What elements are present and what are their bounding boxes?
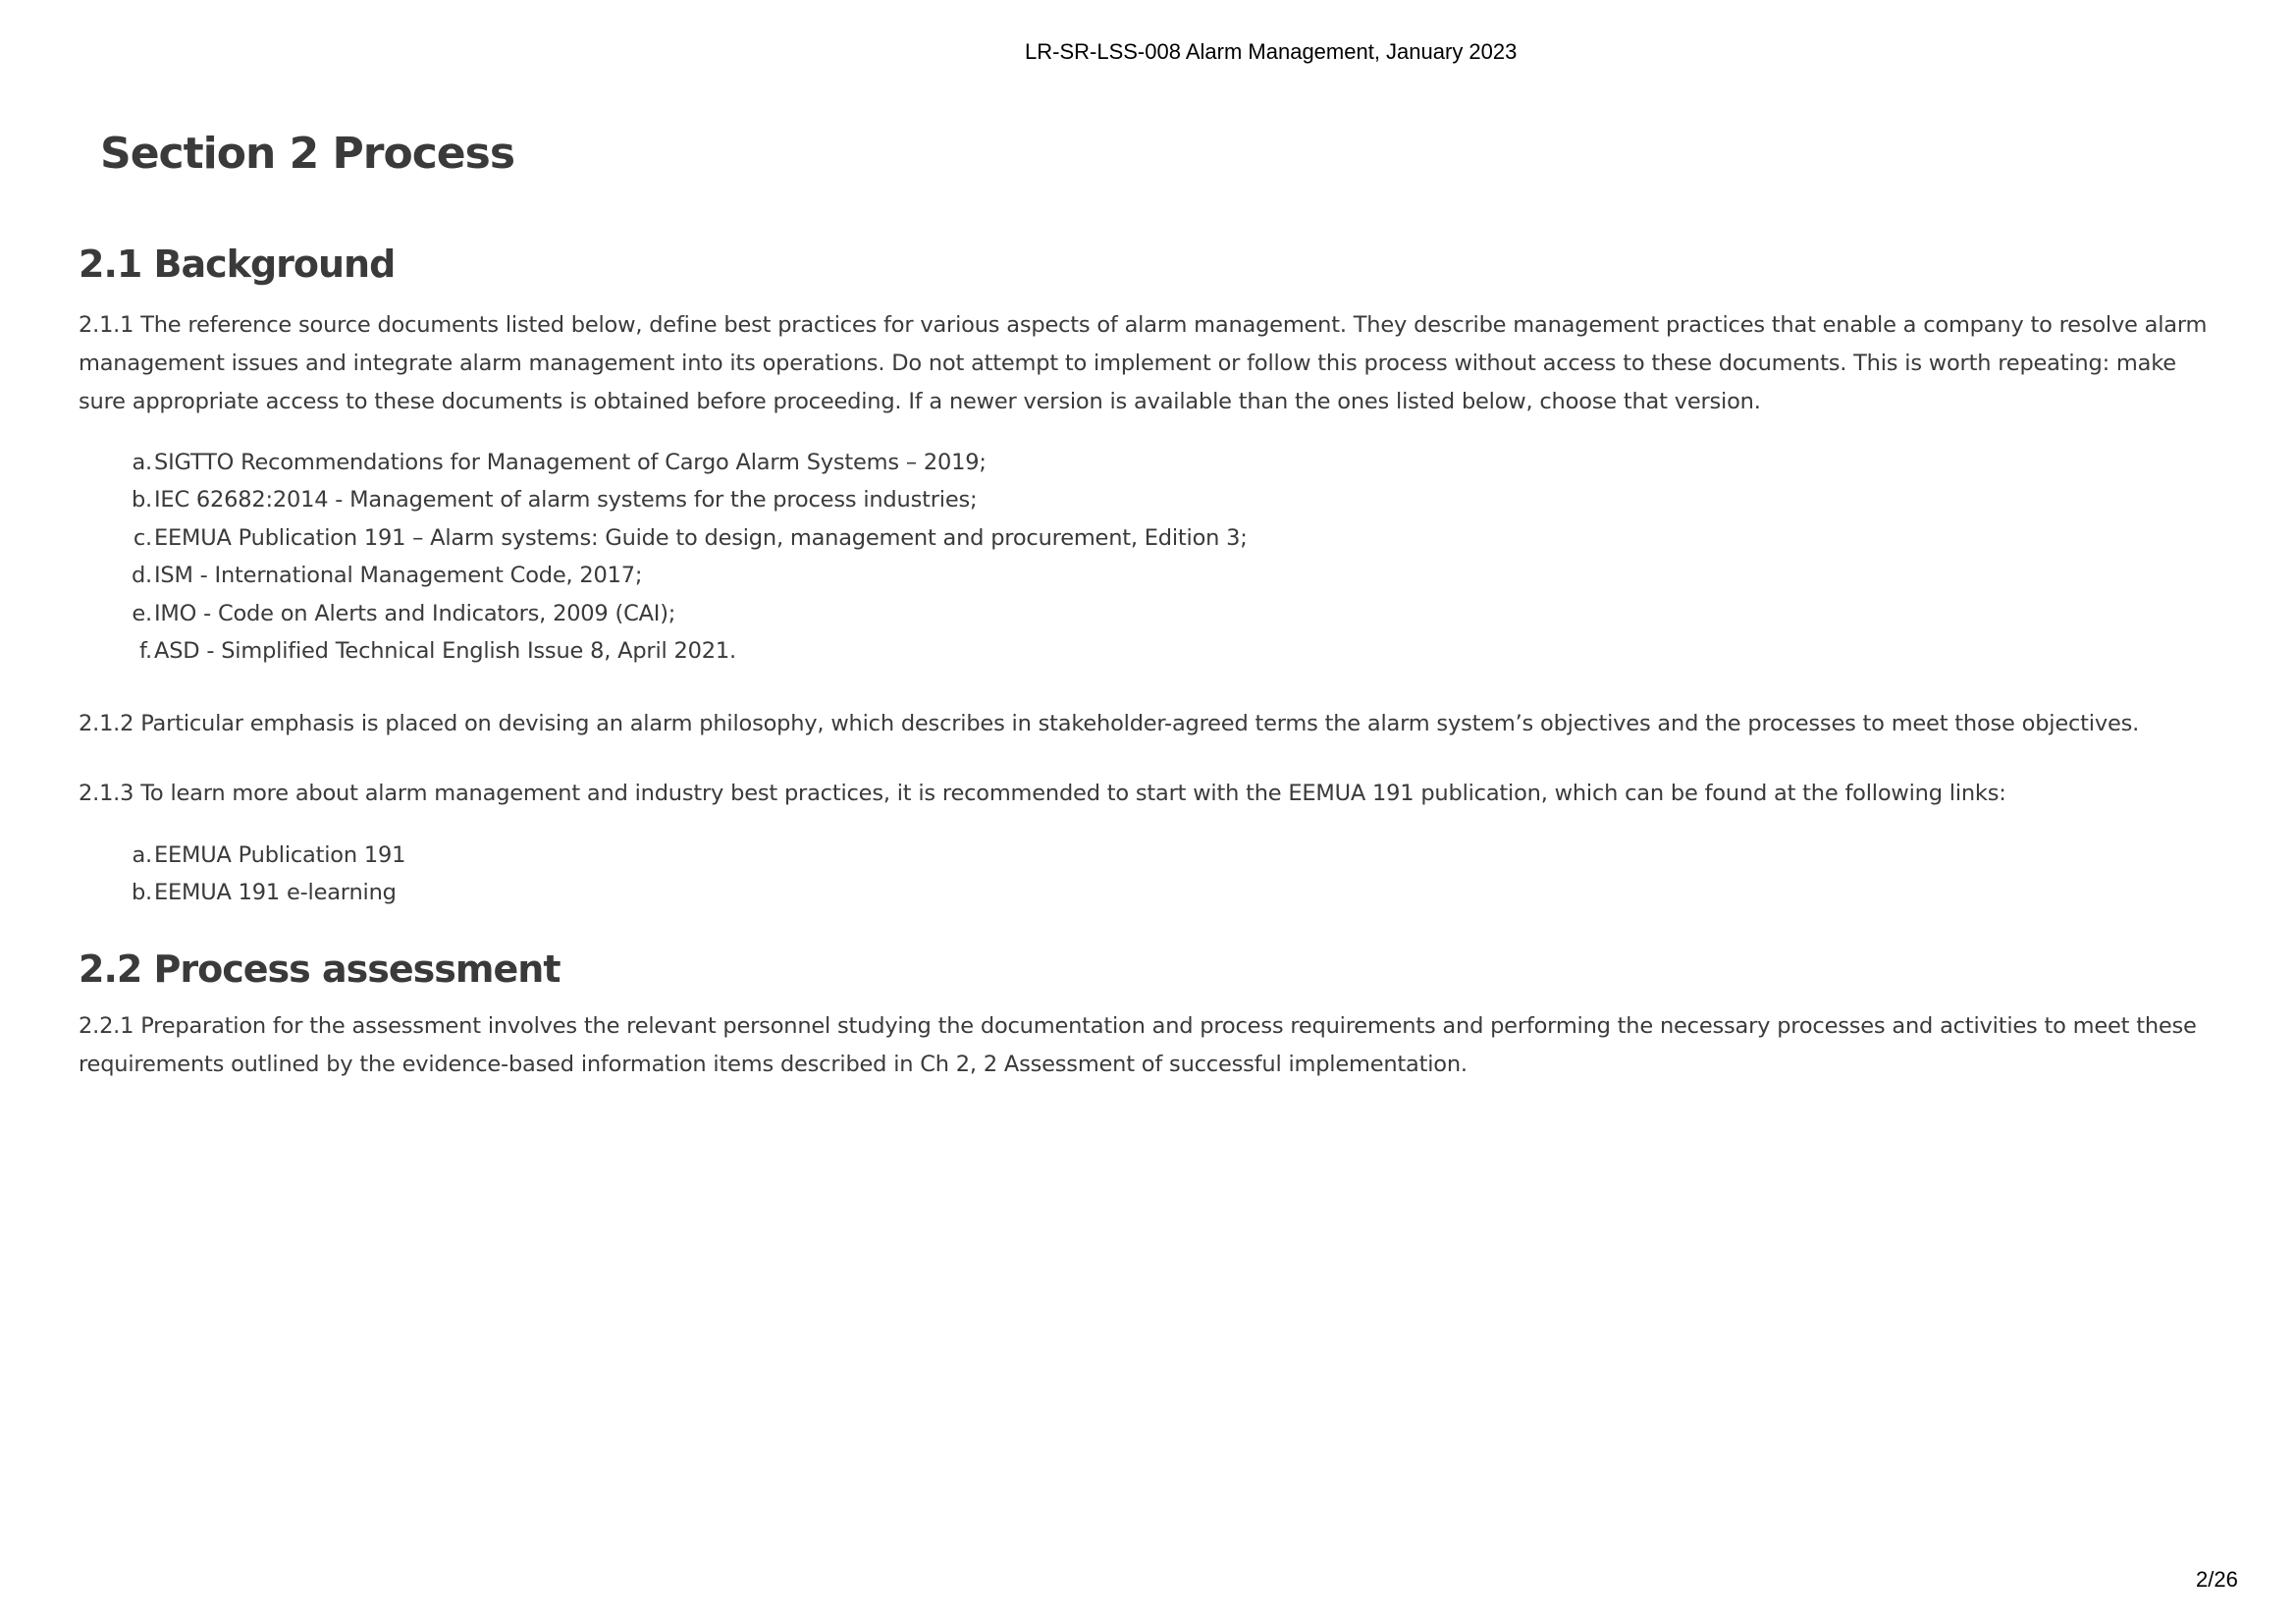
reference-text: IEC 62682:2014 - Management of alarm systems for the process industries; <box>154 487 978 514</box>
list-marker: f. <box>138 637 152 664</box>
list-marker: b. <box>131 880 152 906</box>
paragraph-2-1-2: 2.1.2 Particular emphasis is placed on devising an alarm philosophy, which describes in stakeholder-agreed terms the alarm system’s objectives and the processes to meet those objectives. <box>79 711 2140 736</box>
list-item <box>79 519 1248 557</box>
background-heading: 2.1 Background <box>79 243 396 286</box>
eemua-elearning-link[interactable]: EEMUA 191 e-learning <box>154 880 397 906</box>
process-assessment-heading: 2.2 Process assessment <box>79 947 561 991</box>
list-marker: b. <box>131 487 152 514</box>
list-marker: c. <box>133 524 152 551</box>
section-title: Section 2 Process <box>100 129 515 179</box>
list-item[interactable] <box>79 837 405 874</box>
paragraph-2-2-1: 2.2.1 Preparation for the assessment involves the relevant personnel studying the documentation and process requirements and performing the necessary processes and activities to meet these requirements outlined by the evidence-based information items described in Ch 2, 2 Assessment of successful implementation. <box>79 1013 2197 1077</box>
page-number: 2/26 <box>2196 1567 2238 1592</box>
reference-text: EEMUA Publication 191 – Alarm systems: Guide to design, management and procurement, Edition 3; <box>154 524 1248 551</box>
paragraph-2-1-3: 2.1.3 To learn more about alarm management and industry best practices, it is recommended to start with the EEMUA 191 publication, which can be found at the following links: <box>79 781 2006 806</box>
list-marker: e. <box>132 600 152 626</box>
running-header: LR-SR-LSS-008 Alarm Management, January 2023 <box>1025 39 1518 64</box>
list-item <box>79 481 1248 518</box>
list-item[interactable] <box>79 874 405 911</box>
eemua-publication-link[interactable]: EEMUA Publication 191 <box>154 842 406 868</box>
list-item <box>79 444 1248 481</box>
reference-text: ISM - International Management Code, 2017; <box>154 563 643 589</box>
list-item <box>79 632 1248 670</box>
list-item <box>79 595 1248 632</box>
reference-text: SIGTTO Recommendations for Management of Cargo Alarm Systems – 2019; <box>154 450 987 475</box>
reference-text: IMO - Code on Alerts and Indicators, 2009 (CAI); <box>154 600 676 626</box>
list-marker: a. <box>132 842 152 868</box>
reference-documents-list <box>79 444 1248 670</box>
list-item <box>79 557 1248 594</box>
paragraph-2-1-1: 2.1.1 The reference source documents listed below, define best practices for various aspects of alarm management. They describe management practices that enable a company to resolve alarm management issues and integrate alarm management into its operations. Do not attempt to implement or follow this process without access to these documents. This is worth repeating: make sure appropriate access to these documents is obtained before proceeding. If a newer version is available than the ones listed below, choose that version. <box>79 312 2208 414</box>
list-marker: d. <box>131 563 152 589</box>
reference-text: ASD - Simplified Technical English Issue 8, April 2021. <box>154 637 736 664</box>
eemua-links-list <box>79 837 405 912</box>
list-marker: a. <box>132 450 152 475</box>
